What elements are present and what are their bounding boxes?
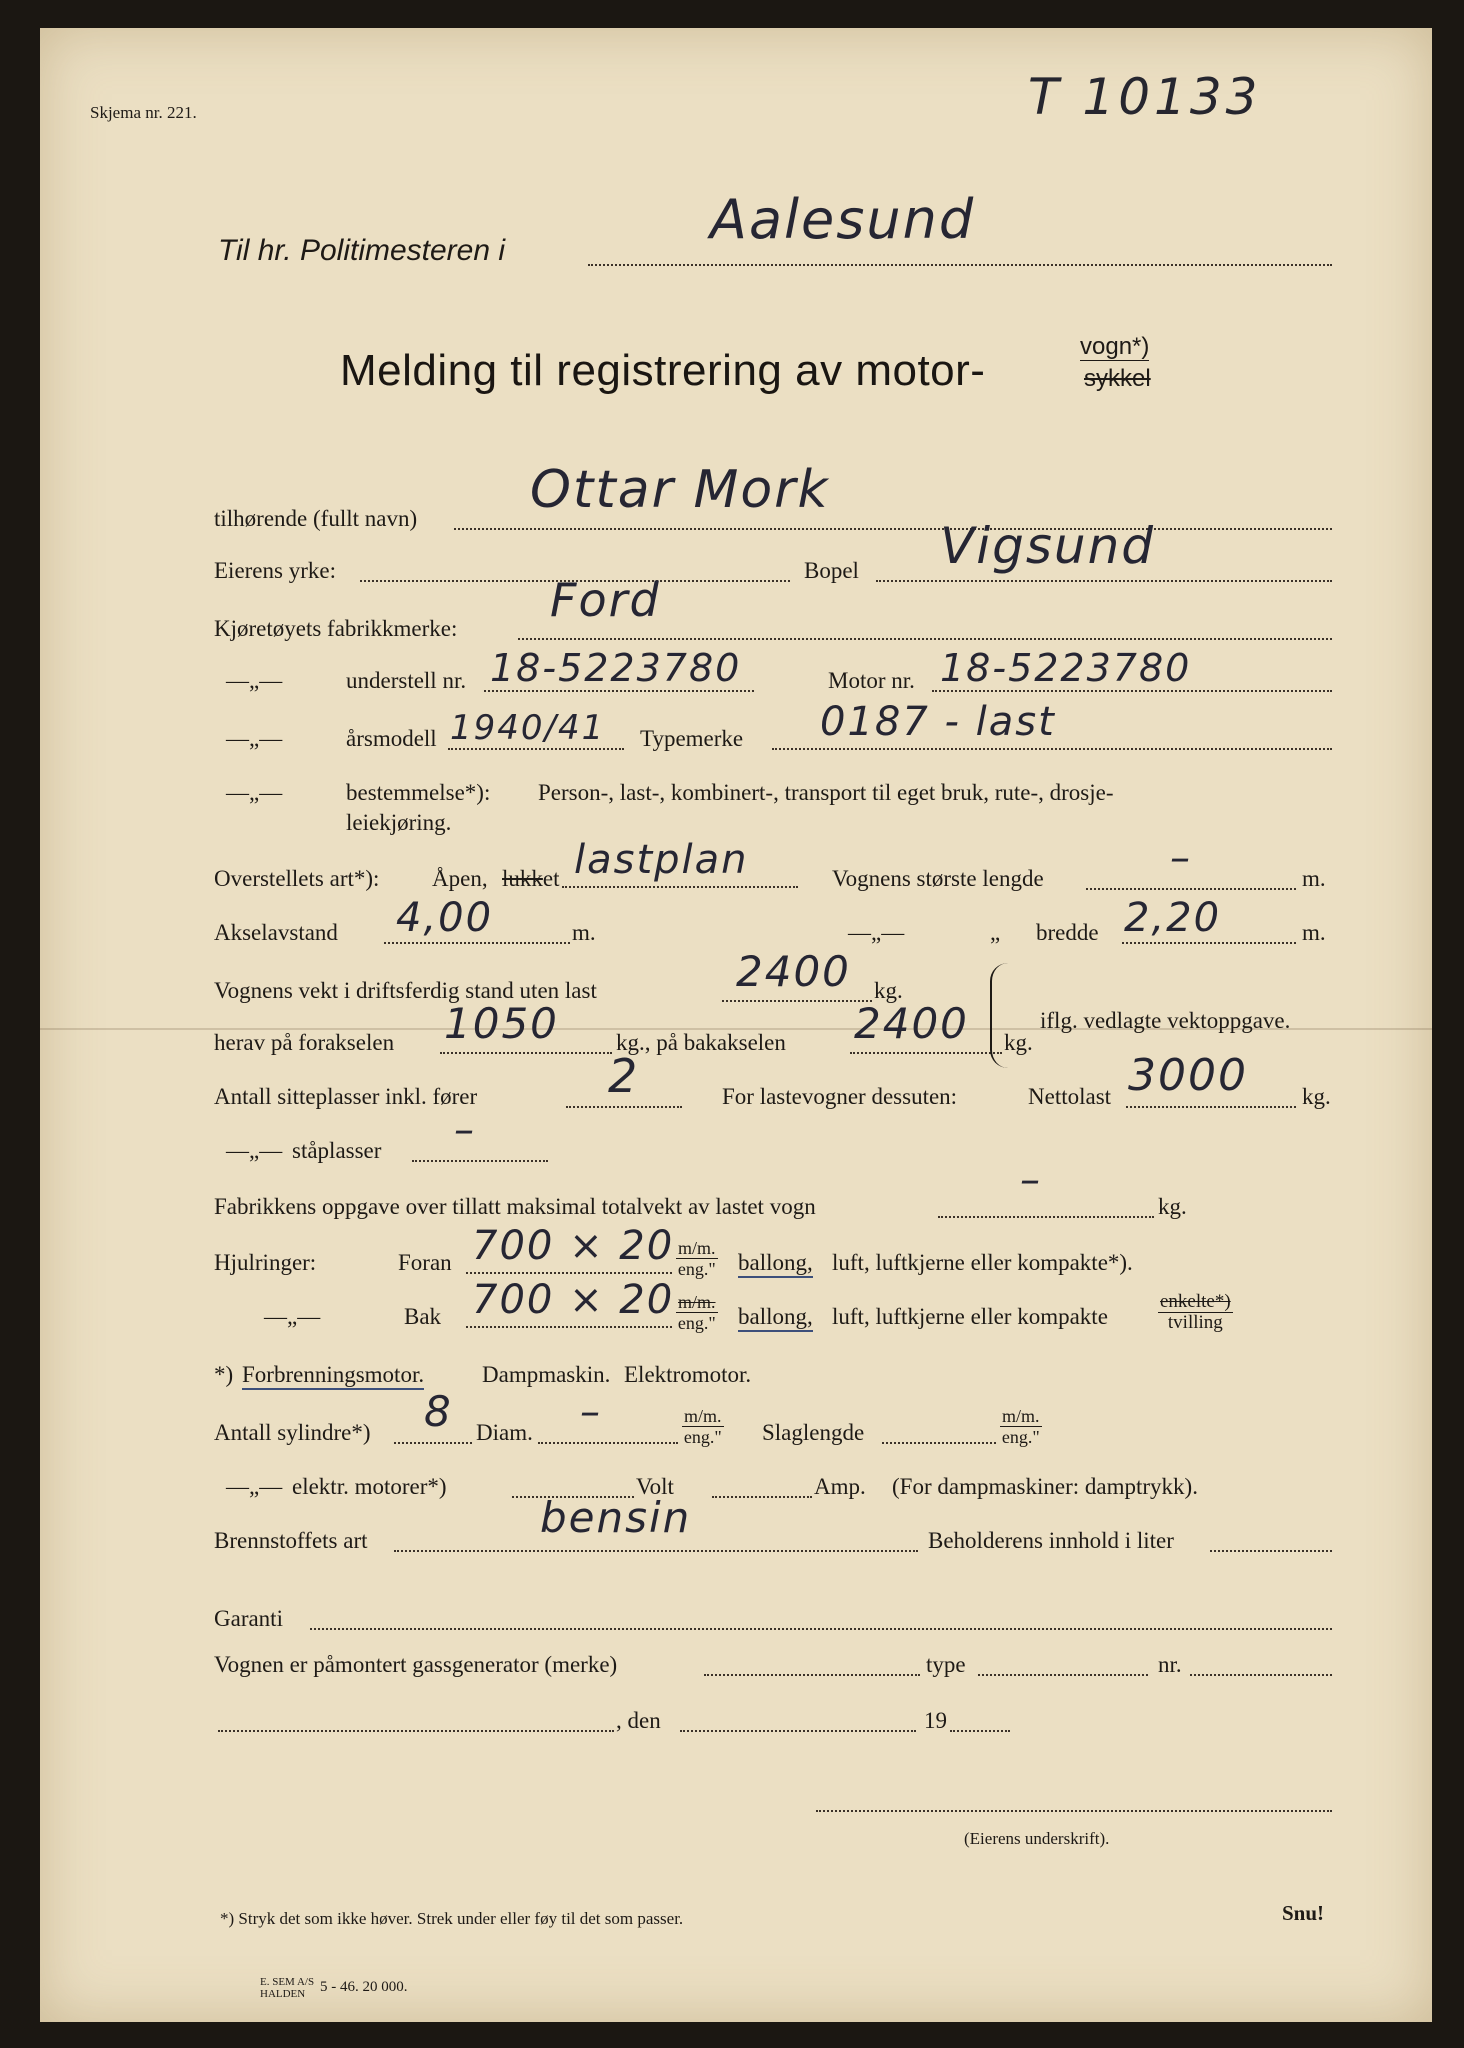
year-line (950, 1730, 1010, 1732)
standing-value: – (454, 1107, 476, 1153)
frac-mm: m/m. (678, 1238, 716, 1258)
wheelbase-value: 4,00 (396, 895, 494, 941)
body-closed-rest: et (542, 866, 560, 891)
diam-label: Diam. (476, 1420, 533, 1445)
motor-label: Motor nr. (828, 668, 915, 693)
wheelbase-unit: m. (572, 920, 596, 945)
single-option: enkelte*) (1160, 1291, 1231, 1312)
width-line (1122, 942, 1296, 944)
stroke-unit-fraction (1000, 1406, 1042, 1447)
year-value: 1940/41 (450, 708, 606, 748)
front-wheel-value: 700 × 20 (472, 1223, 675, 1269)
turn-over: Snu! (1282, 1901, 1325, 1925)
ditto-mark: —„— (226, 726, 283, 751)
place-line (218, 1730, 614, 1732)
motor-line (932, 690, 1332, 692)
make-line (518, 638, 1332, 640)
signature-line (816, 1810, 1332, 1812)
engine-electric: Elektromotor. (624, 1362, 752, 1387)
seats-value: 2 (608, 1049, 640, 1103)
schema-number: Skjema nr. 221. (90, 103, 197, 122)
purpose-text-2: leiekjøring. (346, 810, 452, 835)
addressee-label: Til hr. Politimesteren i (218, 234, 506, 267)
steam-note: (For dampmaskiner: damptrykk). (892, 1474, 1198, 1499)
gasgen-nr-line (1190, 1674, 1332, 1676)
occupation-label: Eierens yrke: (214, 558, 336, 583)
ditto-mark: —„— (264, 1304, 321, 1329)
seats-line (566, 1106, 682, 1108)
front-axle-label: herav på forakselen (214, 1030, 395, 1055)
date-year: 19 (924, 1708, 947, 1733)
brace (990, 963, 1010, 1068)
motor-value: 18-5223780 (940, 646, 1192, 690)
gasgen-nr-label: nr. (1158, 1652, 1182, 1677)
residence-line (876, 580, 1332, 582)
frac-mm: m/m. (684, 1406, 722, 1426)
addressee-line (588, 264, 1332, 266)
frac-eng: eng." (677, 1259, 716, 1279)
frac-mm: m/m. (1002, 1406, 1040, 1426)
guarantee-line (310, 1628, 1332, 1630)
length-value: – (1170, 835, 1192, 881)
residence-value: Vigsund (940, 517, 1156, 575)
maxweight-line (938, 1216, 1154, 1218)
rear-wheel-label: Bak (404, 1304, 442, 1329)
tank-line (1210, 1550, 1332, 1552)
footnote: *) Stryk det som ikke høver. Strek under eller føy til det som passer. (220, 1909, 684, 1928)
body-label: Overstellets art*): (214, 866, 380, 891)
cylinders-label: Antall sylindre*) (214, 1420, 371, 1445)
type-label: Typemerke (640, 726, 744, 751)
frac-mm: m/m. (678, 1292, 716, 1312)
volt-label: Volt (636, 1474, 674, 1499)
ditto-mark: —„— (226, 668, 283, 693)
front-wheel-label: Foran (398, 1250, 452, 1275)
front-wheel-line (466, 1272, 672, 1274)
width-label: bredde (1036, 920, 1099, 945)
cylinders-line (394, 1442, 472, 1444)
body-open: Åpen, (432, 866, 488, 891)
rear-unit-fraction (676, 1292, 718, 1333)
netload-line (1126, 1106, 1296, 1108)
ditto-mark: —„— (226, 1138, 283, 1163)
seats-label: Antall sitteplasser inkl. fører (214, 1084, 478, 1109)
cylinders-value: 8 (424, 1387, 453, 1436)
stroke-line (882, 1442, 996, 1444)
owner-label: tilhørende (fullt navn) (214, 506, 418, 531)
date-line (680, 1730, 916, 1732)
chassis-value: 18-5223780 (490, 646, 742, 690)
tank-label: Beholderens innhold i liter (928, 1528, 1174, 1553)
length-line (1086, 888, 1296, 890)
purpose-text: Person-, last-, kombinert-, transport til eget bruk, rute-, drosje- (538, 780, 1114, 805)
type-line (772, 748, 1332, 750)
chassis-line (484, 690, 754, 692)
netload-unit: kg. (1302, 1084, 1331, 1109)
volt-line (712, 1496, 812, 1498)
front-unit-fraction (676, 1238, 718, 1279)
gasgen-type-line (978, 1674, 1148, 1676)
fuel-value: bensin (540, 1493, 692, 1542)
gasgen-line (704, 1674, 920, 1676)
weight-line (722, 1000, 872, 1002)
weight-label: Vognens vekt i driftsferdig stand uten last (214, 978, 597, 1003)
title-sykkel: sykkel (1084, 365, 1151, 392)
amp-label: Amp. (814, 1474, 866, 1499)
date-den: , den (616, 1708, 661, 1733)
elmotor-label: elektr. motorer*) (292, 1474, 447, 1499)
maxweight-value: – (1020, 1157, 1042, 1203)
printer-city: HALDEN (260, 1988, 306, 2000)
netload-label: Nettolast (1028, 1084, 1112, 1109)
stroke-label: Slaglengde (762, 1420, 865, 1445)
body-value: lastplan (574, 837, 749, 883)
front-ballong: ballong, (738, 1250, 813, 1278)
length-label: Vognens største lengde (832, 866, 1044, 891)
diam-line (538, 1442, 678, 1444)
twin-option: tvilling (1167, 1312, 1223, 1333)
rear-axle-value: 2400 (854, 999, 969, 1048)
year-label: årsmodell (346, 726, 437, 751)
diam-value: – (580, 1389, 602, 1435)
wheelbase-label: Akselavstand (214, 920, 338, 945)
gasgen-type-label: type (926, 1652, 966, 1677)
form-title (340, 346, 985, 396)
front-axle-line (440, 1052, 612, 1054)
residence-label: Bopel (804, 558, 859, 583)
print-run: 5 - 46. 20 000. (320, 1979, 408, 1995)
body-line (562, 886, 798, 888)
front-axle-value: 1050 (444, 999, 559, 1048)
maxweight-label: Fabrikkens oppgave over tillatt maksimal totalvekt av lastet vogn (214, 1194, 816, 1219)
body-closed (502, 866, 560, 892)
maxweight-unit: kg. (1158, 1194, 1187, 1219)
fuel-line (394, 1550, 918, 1552)
printer-name: E. SEM A/S (260, 1976, 315, 1988)
gasgen-label: Vognen er påmontert gassgenerator (merke) (214, 1652, 618, 1677)
length-unit: m. (1302, 866, 1326, 891)
weight-note: iflg. vedlagte vektoppgave. (1040, 1008, 1291, 1033)
title-main: Melding til registrering av motor- (340, 346, 986, 395)
diam-unit-fraction (682, 1406, 724, 1447)
rear-axle-label: kg., på bakakselen (616, 1030, 786, 1055)
printer-mark (260, 1976, 314, 2000)
rear-wheel-value: 700 × 20 (472, 1277, 675, 1323)
signature-label: (Eierens underskrift). (964, 1829, 1110, 1848)
frac-eng: eng." (1001, 1427, 1040, 1447)
addressee-value: Aalesund (710, 188, 976, 251)
engine-star: *) (214, 1362, 234, 1387)
width-value: 2,20 (1124, 895, 1222, 941)
title-vogn: vogn*) (1080, 333, 1150, 360)
front-tyre-text: luft, luftkjerne eller kompakte*). (832, 1250, 1133, 1275)
weight-unit: kg. (874, 978, 903, 1003)
chassis-label: understell nr. (346, 668, 467, 693)
ditto-mark: —„— (226, 1474, 283, 1499)
rear-tyre-text: luft, luftkjerne eller kompakte (832, 1304, 1108, 1329)
purpose-label: bestemmelse*): (346, 780, 491, 805)
lorry-label: For lastevogner dessuten: (722, 1084, 958, 1109)
wheelbase-line (384, 942, 570, 944)
make-value: Ford (550, 573, 661, 627)
fuel-label: Brennstoffets art (214, 1528, 368, 1553)
reference-number: T 10133 (1028, 68, 1262, 126)
single-twin-fraction (1158, 1292, 1233, 1333)
engine-steam: Dampmaskin. (482, 1362, 611, 1387)
standing-label: ståplasser (292, 1138, 382, 1163)
standing-line (412, 1160, 548, 1162)
body-closed-struck: lukk (502, 866, 543, 891)
ditto-mark: —„— (226, 780, 283, 805)
rear-wheel-line (466, 1326, 672, 1328)
owner-value: Ottar Mork (530, 460, 830, 520)
owner-line (454, 528, 1332, 530)
frac-eng: eng." (683, 1427, 722, 1447)
weight-value: 2400 (736, 947, 851, 996)
netload-value: 3000 (1128, 1050, 1248, 1101)
ditto-mark: —„— (848, 920, 905, 945)
rear-axle-unit: kg. (1004, 1030, 1033, 1055)
registration-form-page (40, 28, 1432, 2022)
wheels-label: Hjulringer: (214, 1250, 317, 1275)
rear-axle-line (850, 1052, 1002, 1054)
guarantee-label: Garanti (214, 1606, 283, 1631)
engine-combustion: Forbrenningsmotor. (242, 1362, 424, 1390)
type-value: 0187 - last (820, 699, 1056, 745)
width-ditto: „ (990, 920, 1001, 945)
width-unit: m. (1302, 920, 1326, 945)
rear-ballong: ballong, (738, 1304, 813, 1332)
frac-eng: eng." (677, 1313, 716, 1333)
make-label: Kjøretøyets fabrikkmerke: (214, 616, 458, 641)
